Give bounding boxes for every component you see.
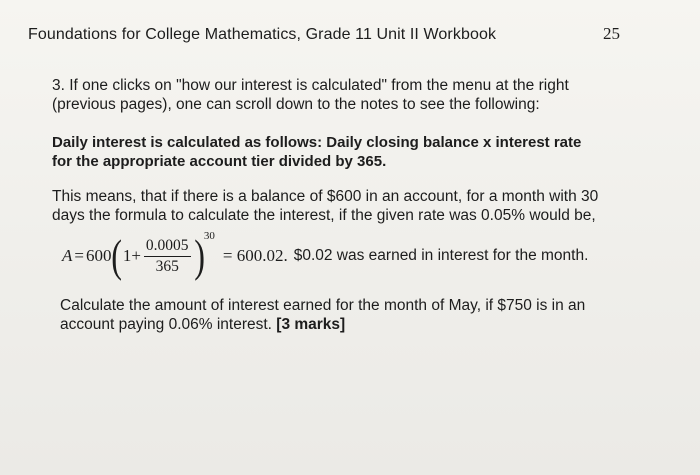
task-paragraph [60,296,620,334]
task-line-2 [60,315,620,334]
formula-principal: 600 [85,246,112,265]
task-line-1: Calculate the amount of interest earned for the month of May, if $750 is in an [60,297,586,314]
explanation-line-1: This means, that if there is a balance of $600 in an account, for a month with 30 [52,188,599,205]
question-paragraph [52,76,632,114]
fraction-denominator: 365 [155,257,179,275]
explanation-paragraph [52,187,632,225]
explanation-line-2: days the formula to calculate the interest, if the given rate was 0.05% would be, [52,207,596,224]
rate-fraction [144,237,191,276]
right-paren: ) [193,230,205,281]
task-text-2: account paying 0.06% interest. [60,316,272,333]
interest-rule-paragraph [52,133,632,171]
formula-result: = 600.02. [222,246,288,265]
interest-earned-text: $0.02 was earned in interest for the month. [293,247,589,264]
compound-interest-formula [62,230,682,282]
formula-equals: = [74,246,84,265]
formula-exponent: 30 [203,230,215,242]
rule-line-2: for the appropriate account tier divided by 365. [52,153,387,170]
left-paren: ( [111,230,123,281]
question-number: 3. [52,77,65,94]
marks-label: [3 marks] [276,316,346,333]
formula-lhs: A [62,246,73,265]
formula-one-plus: 1+ [122,246,141,265]
question-line-2: (previous pages), one can scroll down to the notes to see the following: [52,96,540,113]
page-header-title: Foundations for College Mathematics, Grade 11 Unit II Workbook [28,26,497,43]
question-text-1: If one clicks on "how our interest is calculated" from the menu at the right [69,77,569,94]
rule-line-1: Daily interest is calculated as follows: Daily closing balance x interest rate [52,134,582,151]
fraction-numerator: 0.0005 [144,237,191,257]
page-number: 25 [603,24,620,43]
question-line-1 [52,76,632,95]
